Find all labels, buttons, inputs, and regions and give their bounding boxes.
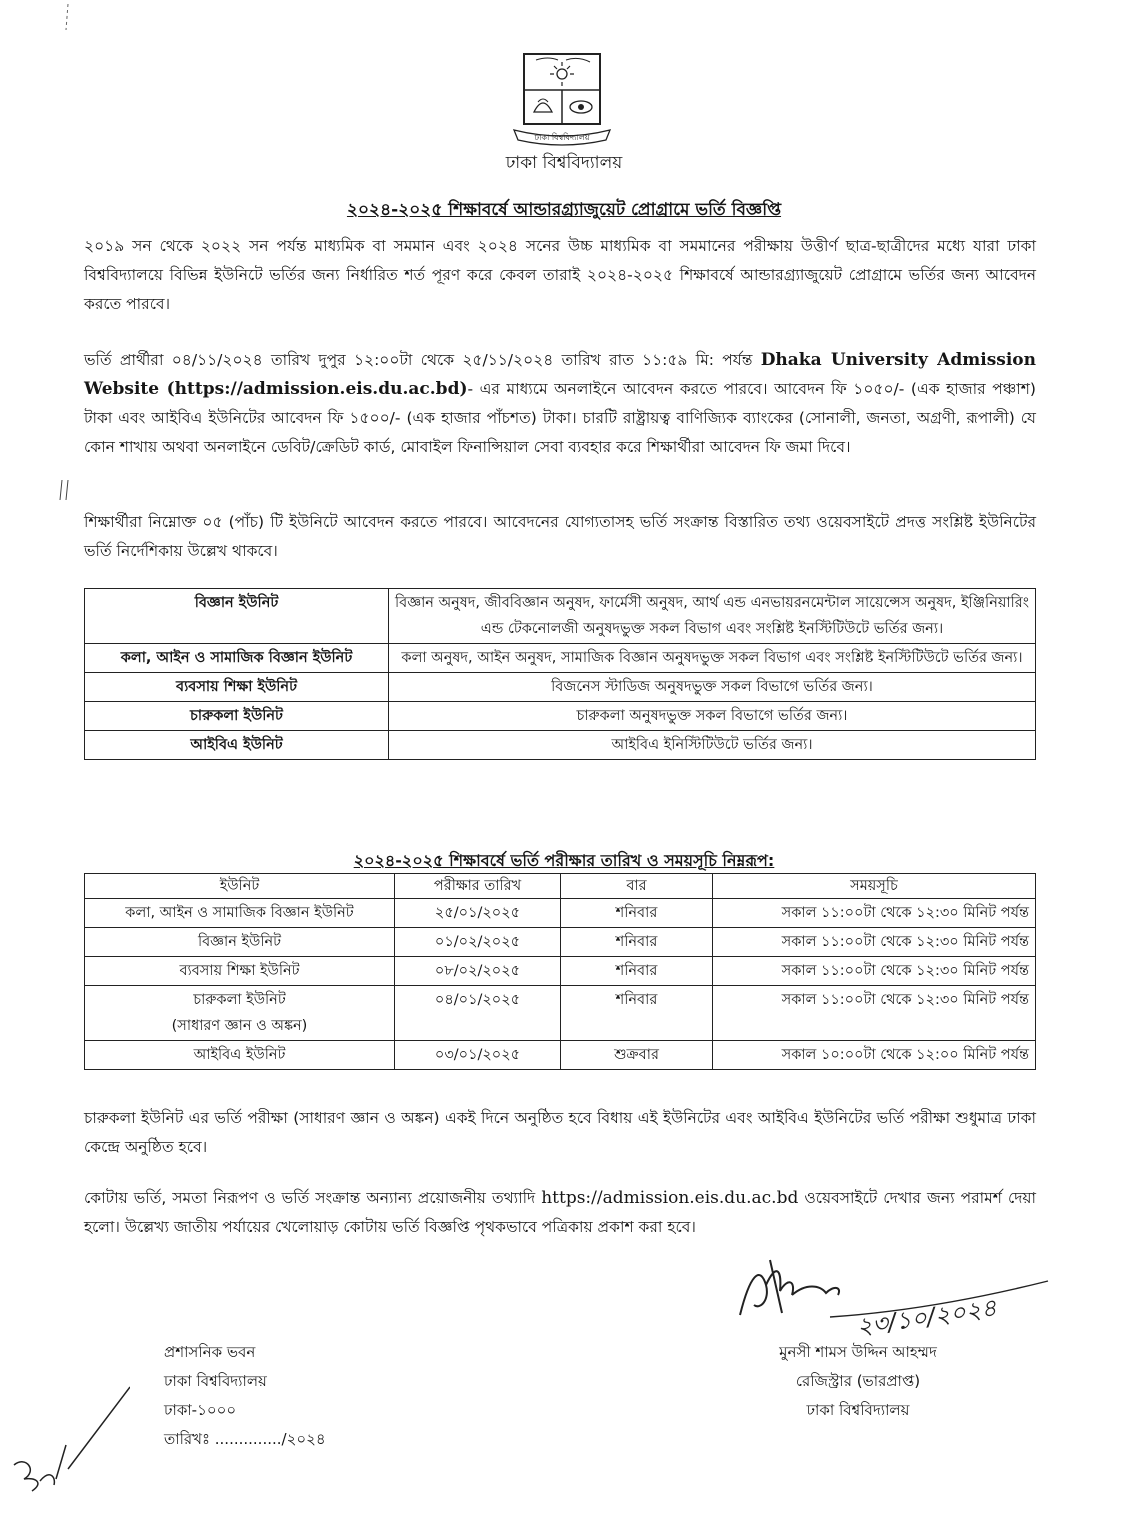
schedule-unit (85, 957, 395, 986)
units-table (84, 588, 1036, 760)
unit-row (85, 731, 1036, 760)
unit-row (85, 589, 1036, 644)
unit-description: চারুকলা অনুষদভুক্ত সকল বিভাগে ভর্তির জন্য। (389, 702, 1036, 731)
schedule-unit-name: আইবিএ ইউনিট (193, 1047, 286, 1063)
schedule-time: সকাল ১১:০০টা থেকে ১২:৩০ মিনিট পর্যন্ত (713, 957, 1036, 986)
fine-arts-note-paragraph: চারুকলা ইউনিট এর ভর্তি পরীক্ষা (সাধারণ জ্ঞান ও অঙ্কন) একই দিনে অনুষ্ঠিত হবে বিধায় এই ইউনিটের এবং আইবিএ ইউনিটের ভর্তি পরীক্ষা শুধুমাত্র ঢাকা কেন্দ্রে অনুষ্ঠিত হবে। (84, 1109, 1036, 1156)
unit-name: বিজ্ঞান ইউনিট (85, 589, 389, 644)
admission-website-link[interactable]: Dhaka University Admission Website (https://admission.eis.du.ac.bd) (84, 350, 1036, 399)
schedule-day: শনিবার (561, 928, 713, 957)
schedule-row (85, 928, 1036, 957)
schedule-row (85, 957, 1036, 986)
unit-name: কলা, আইন ও সামাজিক বিজ্ঞান ইউনিট (85, 644, 389, 673)
schedule-date: ০১/০২/২০২৫ (395, 928, 561, 957)
exam-schedule-table (84, 873, 1036, 1070)
schedule-header-row (85, 874, 1036, 899)
schedule-unit-name: বিজ্ঞান ইউনিট (197, 934, 282, 950)
eligibility-paragraph: ২০১৯ সন থেকে ২০২২ সন পর্যন্ত মাধ্যমিক বা সমমান এবং ২০২৪ সনের উচ্চ মাধ্যমিক বা সমমানের পরীক্ষায় উত্তীর্ণ ছাত্র-ছাত্রীদের মধ্যে যারা ঢাকা বিশ্ববিদ্যালয়ে বিভিন্ন ইউনিটে ভর্তির জন্য নির্ধারিত শর্ত পূরণ করে কেবল তারাই ২০২৪-২০২৫ শিক্ষাবর্ষে আন্ডারগ্র্যাজুয়েট প্রোগ্রামে ভর্তির জন্য আবেদন করতে পারবে। (84, 237, 1036, 313)
schedule-date: ০৮/০২/২০২৫ (395, 957, 561, 986)
schedule-day: শনিবার (561, 986, 713, 1041)
signer-block (718, 1338, 998, 1425)
svg-text:ঢাকা বিশ্ববিদ্যালয়: ঢাকা বিশ্ববিদ্যালয় (534, 133, 590, 142)
schedule-unit (85, 986, 395, 1041)
margin-mark (58, 478, 74, 502)
unit-row (85, 702, 1036, 731)
schedule-row (85, 1041, 1036, 1070)
unit-row (85, 673, 1036, 702)
application-paragraph (84, 346, 1036, 462)
quota-info-paragraph (84, 1184, 1036, 1242)
initial-mark (10, 1385, 130, 1495)
schedule-unit (85, 1041, 395, 1070)
schedule-unit-name: ব্যবসায় শিক্ষা ইউনিট (179, 963, 300, 979)
schedule-time: সকাল ১১:০০টা থেকে ১২:৩০ মিনিট পর্যন্ত (713, 928, 1036, 957)
schedule-date: ২৫/০১/২০২৫ (395, 899, 561, 928)
header-time: সময়সূচি (713, 874, 1036, 899)
address-line-city: ঢাকা-১০০০ (164, 1401, 237, 1419)
office-address-block (164, 1338, 326, 1454)
header-unit: ইউনিট (85, 874, 395, 899)
university-crest-logo (508, 50, 616, 150)
unit-row (85, 644, 1036, 673)
address-line-date: তারিখঃ ............../২০২৪ (164, 1430, 326, 1448)
header-exam-date: পরীক্ষার তারিখ (395, 874, 561, 899)
schedule-title: ২০২৪-২০২৫ শিক্ষাবর্ষে ভর্তি পরীক্ষার তারিখ ও সময়সূচি নিম্নরূপ: (353, 851, 775, 870)
quota-website-link[interactable]: https://admission.eis.du.ac.bd (541, 1188, 799, 1208)
quota-text-intro: কোটায় ভর্তি, সমতা নিরূপণ ও ভর্তি সংক্রান্ত অন্যান্য প্রয়োজনীয় তথ্যাদি (84, 1189, 542, 1207)
unit-description: বিজনেস স্টাডিজ অনুষদভুক্ত সকল বিভাগে ভর্তির জন্য। (389, 673, 1036, 702)
unit-description: বিজ্ঞান অনুষদ, জীববিজ্ঞান অনুষদ, ফার্মেসী অনুষদ, আর্থ এন্ড এনভায়রনমেন্টাল সায়েন্সেস অনুষদ, ইঞ্জিনিয়ারিং এন্ড টেকনোলজী অনুষদভুক্ত সকল বিভাগ এবং সংশ্লিষ্ট ইনস্টিটিউটে ভর্তির জন্য। (389, 589, 1036, 644)
registrar-signature (730, 1255, 1050, 1345)
schedule-time: সকাল ১১:০০টা থেকে ১২:৩০ মিনিট পর্যন্ত (713, 986, 1036, 1041)
schedule-day: শনিবার (561, 957, 713, 986)
schedule-day: শুক্রবার (561, 1041, 713, 1070)
schedule-row (85, 986, 1036, 1041)
application-text-intro: ভর্তি প্রার্থীরা ০৪/১১/২০২৪ তারিখ দুপুর ১২:০০টা থেকে ২৫/১১/২০২৪ তারিখ রাত ১১:৫৯ মি: পর্যন্ত (84, 351, 761, 369)
university-name: ঢাকা বিশ্ববিদ্যালয় (505, 153, 623, 173)
schedule-unit-name: চারুকলা ইউনিট (193, 992, 286, 1008)
header-day: বার (561, 874, 713, 899)
unit-description: আইবিএ ইনিস্টিটিউটে ভর্তির জন্য। (389, 731, 1036, 760)
schedule-row (85, 899, 1036, 928)
schedule-date: ০৩/০১/২০২৫ (395, 1041, 561, 1070)
schedule-day: শনিবার (561, 899, 713, 928)
svg-text:২৩/১০/২০২৪: ২৩/১০/২০২৪ (854, 1293, 999, 1341)
schedule-time: সকাল ১০:০০টা থেকে ১২:০০ মিনিট পর্যন্ত (713, 1041, 1036, 1070)
signer-name: মুনসী শামস উদ্দিন আহম্মদ (779, 1343, 937, 1361)
schedule-unit (85, 928, 395, 957)
notice-title: ২০২৪-২০২৫ শিক্ষাবর্ষে আন্ডারগ্র্যাজুয়েট প্রোগ্রামে ভর্তি বিজ্ঞপ্তি (346, 200, 782, 220)
schedule-time: সকাল ১১:০০টা থেকে ১২:৩০ মিনিট পর্যন্ত (713, 899, 1036, 928)
schedule-unit (85, 899, 395, 928)
unit-name: ব্যবসায় শিক্ষা ইউনিট (85, 673, 389, 702)
address-line-university: ঢাকা বিশ্ববিদ্যালয় (164, 1372, 267, 1390)
application-text-fee: - এর মাধ্যমে অনলাইনে আবেদন করতে পারবে। আবেদন ফি ১০৫০/- (এক হাজার পঞ্চাশ) টাকা এবং আইবিএ ইউনিটের আবেদন ফি ১৫০০/- (এক হাজার পাঁচশত) টাকা। চারটি রাষ্ট্রায়ত্ব বাণিজ্যিক ব্যাংকের (সোনালী, জনতা, অগ্রণী, রূপালী) যে কোন শাখায় অথবা অনলাইনে ডেবিট/ক্রেডিট কার্ড, মোবাইল ফিনান্সিয়াল সেবা ব্যবহার করে শিক্ষার্থীরা আবেদন ফি জমা দিবে। (84, 380, 1036, 456)
quota-text-end: ওয়েবসাইটে দেখার জন্য পরামর্শ দেয়া হলো। উল্লেখ্য জাতীয় পর্যায়ের খেলোয়াড় কোটায় ভর্তি বিজ্ঞপ্তি পৃথকভাবে পত্রিকায় প্রকাশ করা হবে। (84, 1189, 1036, 1236)
signer-organization: ঢাকা বিশ্ববিদ্যালয় (806, 1401, 910, 1419)
schedule-unit-subtitle: (সাধারণ জ্ঞান ও অঙ্কন) (171, 1018, 308, 1034)
address-line-building: প্রশাসনিক ভবন (164, 1343, 256, 1361)
units-intro-paragraph: শিক্ষার্থীরা নিম্নোক্ত ০৫ (পাঁচ) টি ইউনিটে আবেদন করতে পারবে। আবেদনের যোগ্যতাসহ ভর্তি সংক্রান্ত বিস্তারিত তথ্য ওয়েবসাইটে প্রদত্ত সংশ্লিষ্ট ইউনিটের ভর্তি নির্দেশিকায় উল্লেখ থাকবে। (84, 513, 1036, 560)
signer-title: রেজিস্ট্রার (ভারপ্রাপ্ত) (795, 1372, 921, 1390)
unit-name: আইবিএ ইউনিট (85, 731, 389, 760)
unit-description: কলা অনুষদ, আইন অনুষদ, সামাজিক বিজ্ঞান অনুষদভুক্ত সকল বিভাগ এবং সংশ্লিষ্ট ইনস্টিটিউটে ভর্তির জন্য। (389, 644, 1036, 673)
unit-name: চারুকলা ইউনিট (85, 702, 389, 731)
schedule-date: ০৪/০১/২০২৫ (395, 986, 561, 1041)
schedule-unit-name: কলা, আইন ও সামাজিক বিজ্ঞান ইউনিট (125, 905, 354, 921)
corner-mark (62, 4, 74, 30)
